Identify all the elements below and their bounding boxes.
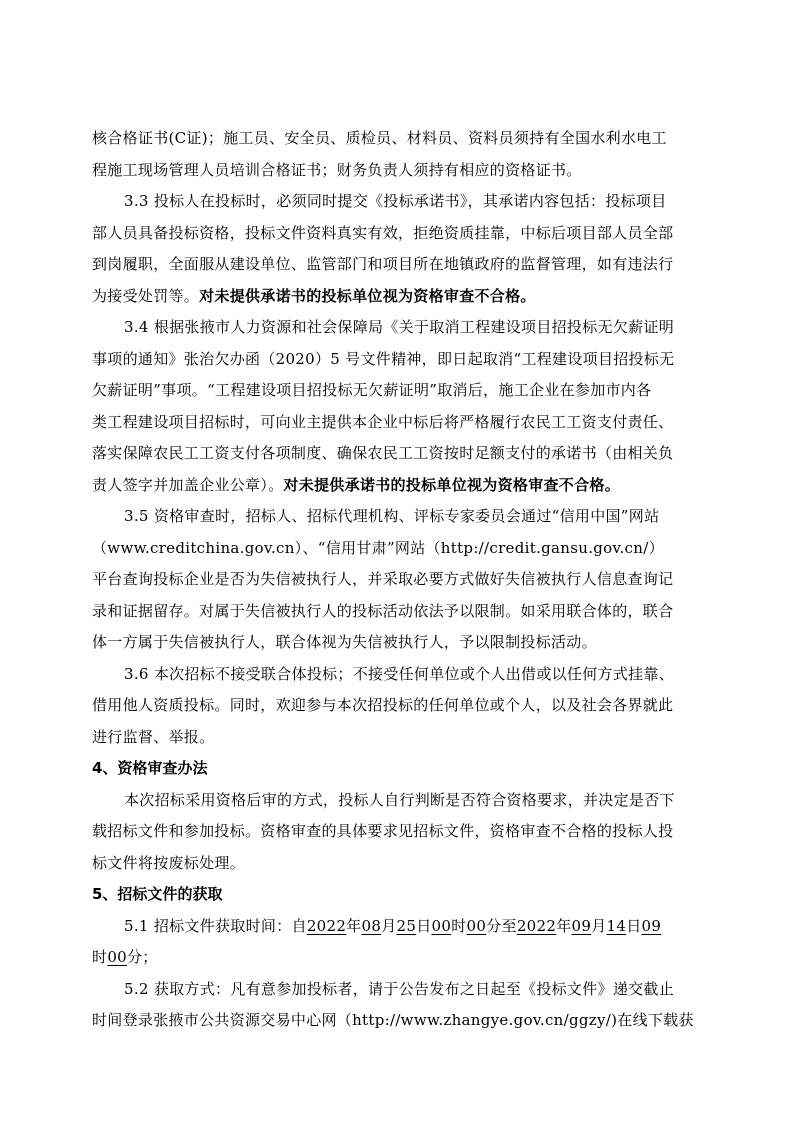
paragraph-line: 平台查询投标企业是否为失信被执行人，并采取必要方式做好失信被执行人信息查询记	[92, 570, 674, 588]
paragraph-line: 5.2 获取方式：凡有意参加投标者，请于公告发布之日起至《投标文件》递交截止	[124, 979, 675, 998]
paragraph-line	[92, 911, 700, 943]
text: 年	[556, 916, 572, 935]
time-minute: 00	[466, 916, 487, 935]
paragraph-line: 事项的通知》张治欠办函（2020）5 号文件精神，即日起取消“工程建设项目招投标无	[92, 349, 675, 368]
paragraph-line: 核合格证书(C证)；施工员、安全员、质检员、材料员、资料员须持有全国水利水电工	[92, 129, 667, 147]
date-day: 14	[606, 916, 627, 935]
date-month: 09	[571, 916, 592, 935]
text: 责人签字并加盖企业公章）。	[92, 475, 284, 494]
date-year: 2022	[516, 916, 557, 935]
text: 时	[92, 948, 108, 966]
text: 为接受处罚等。	[92, 286, 200, 305]
time-hour: 09	[641, 916, 662, 935]
section-heading: 5、招标文件的获取	[92, 885, 223, 903]
text: 日	[626, 916, 642, 935]
paragraph-line: 本次招标采用资格后审的方式，投标人自行判断是否符合资格要求，并决定是否下	[124, 790, 675, 809]
paragraph-line: 部人员具备投标资格，投标文件资料真实有效，拒绝资质挂靠，中标后项目部人员全部	[92, 223, 674, 242]
bold-text: 对未提供承诺书的投标单位视为资格审查不合格。	[283, 475, 621, 494]
paragraph-line: 借用他人资质投标。同时，欢迎参与本次招投标的任何单位或个人，以及社会各界就此	[92, 696, 674, 714]
paragraph-line	[92, 281, 700, 313]
paragraph-line: 3.4 根据张掖市人力资源和社会保障局《关于取消工程建设项目招投标无欠薪证明	[124, 318, 675, 336]
text: 月	[591, 916, 607, 935]
time-minute: 00	[107, 948, 127, 966]
paragraph-line: 时间登录张掖市公共资源交易中心网（http://www.zhangye.gov.cn/ggzy/)在线下载获	[92, 1011, 694, 1029]
time-hour: 00	[431, 916, 452, 935]
bold-text: 对未提供承诺书的投标单位视为资格审查不合格。	[199, 286, 536, 305]
paragraph-line: （www.creditchina.gov.cn）、“信用甘肃”网站（http://credit.gansu.gov.cn/）	[92, 538, 664, 557]
date-year: 2022	[306, 916, 347, 935]
paragraph-line: 欠薪证明”事项。“工程建设项目招投标无欠薪证明”取消后，施工企业在参加市内各	[92, 381, 652, 399]
text: 分至	[486, 916, 517, 935]
text: 5.1 招标文件获取时间：自	[124, 916, 307, 935]
document-page	[92, 123, 700, 1037]
paragraph-line: 3.6 本次招标不接受联合体投标；不接受任何单位或个人出借或以任何方式挂靠、	[124, 664, 675, 683]
text: 年	[346, 916, 362, 935]
paragraph-line	[92, 470, 700, 502]
paragraph-line: 程施工现场管理人员培训合格证书；财务负责人须持有相应的资格证书。	[92, 160, 582, 179]
text: 日	[416, 916, 432, 935]
paragraph-line: 到岗履职，全面服从建设单位、监管部门和项目所在地镇政府的监督管理，如有违法行	[92, 255, 674, 273]
date-month: 08	[361, 916, 382, 935]
paragraph-line: 类工程建设项目招标时，可向业主提供本企业中标后将严格履行农民工工资支付责任、	[92, 412, 674, 431]
date-day: 25	[396, 916, 417, 935]
text: 月	[381, 916, 397, 935]
paragraph-line: 载招标文件和参加投标。资格审查的具体要求见招标文件，资格审查不合格的投标人投	[92, 822, 674, 840]
paragraph-line: 标文件将按废标处理。	[92, 853, 246, 872]
text: 分；	[127, 948, 158, 966]
paragraph-line: 体一方属于失信被执行人，联合体视为失信被执行人，予以限制投标活动。	[92, 633, 597, 651]
paragraph-line: 录和证据留存。对属于失信被执行人的投标活动依法予以限制。如采用联合体的，联合	[92, 601, 674, 620]
paragraph-line: 3.3 投标人在投标时，必须同时提交《投标承诺书》，其承诺内容包括：投标项目	[124, 192, 667, 210]
section-heading: 4、资格审查办法	[92, 759, 208, 777]
paragraph-line	[92, 942, 700, 974]
paragraph-line: 进行监督、举报。	[92, 727, 215, 746]
text: 时	[451, 916, 467, 935]
paragraph-line: 3.5 资格审查时，招标人、招标代理机构、评标专家委员会通过“信用中国”网站	[124, 507, 660, 525]
paragraph-line: 落实保障农民工工资支付各项制度、确保农民工工资按时足额支付的承诺书（由相关负	[92, 444, 674, 462]
